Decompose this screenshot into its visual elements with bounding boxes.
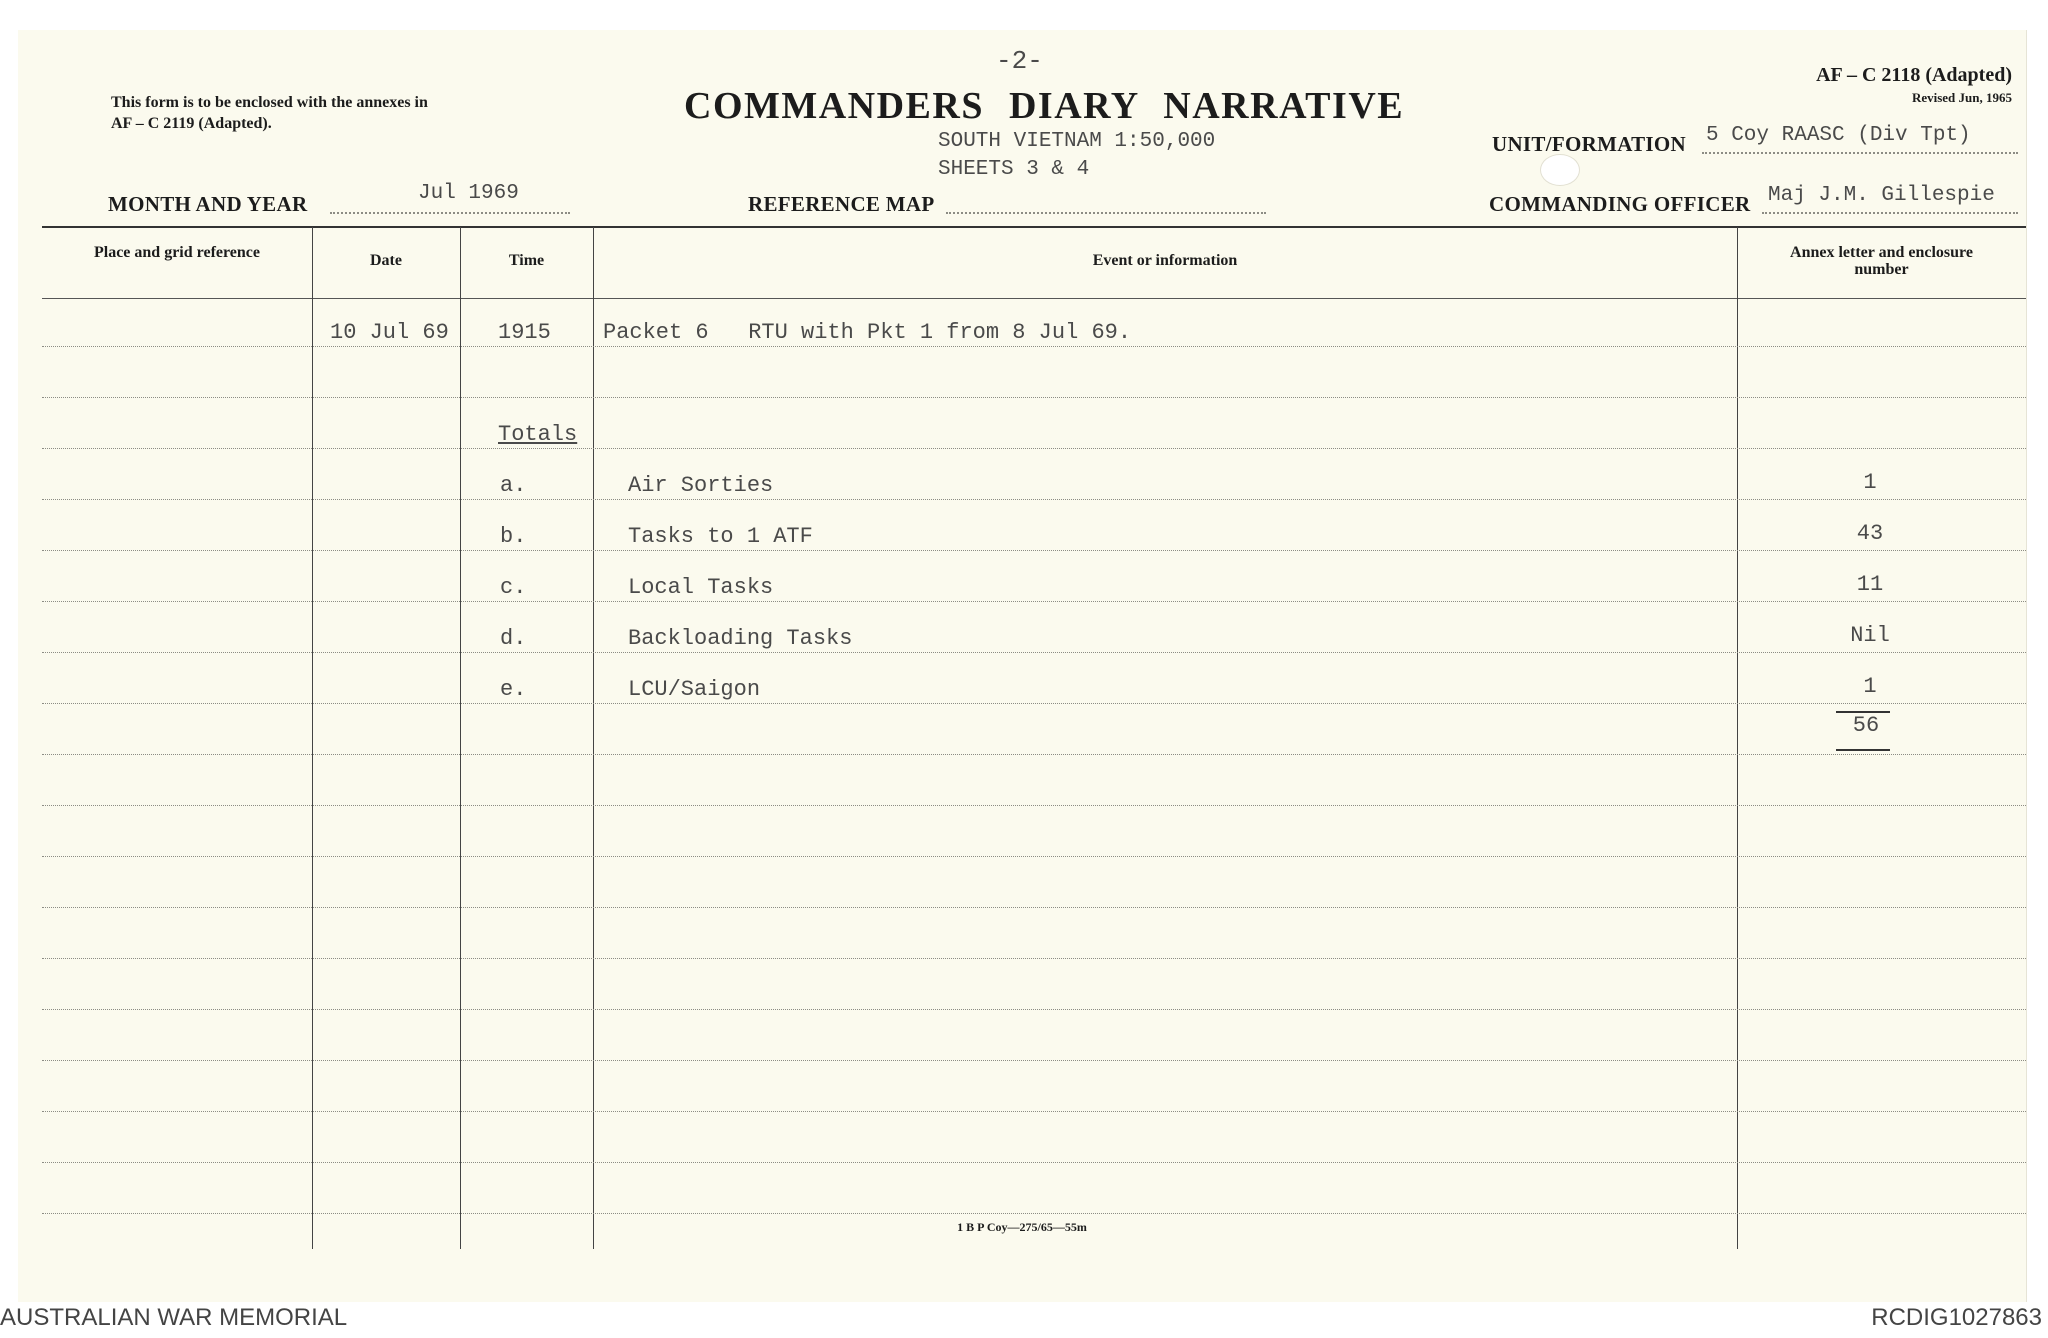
item-value-tasks-1-atf: 43 [1856,521,1884,546]
column-divider-annex [1737,227,1738,1249]
column-header-date: Date [370,252,402,269]
ruled-line [42,652,2026,653]
archive-name: AUSTRALIAN WAR MEMORIAL [0,1304,348,1331]
diary-form-sheet [18,30,2027,1302]
page-number: -2- [996,46,1043,76]
ruled-line [42,703,2026,704]
table-top-border [42,226,2026,228]
ruled-line [42,754,2026,755]
ruled-line [42,1162,2026,1163]
item-label-backloading-tasks: Backloading Tasks [628,626,853,651]
item-value-local-tasks: 11 [1856,572,1884,597]
unit-formation-fill [1702,152,2018,154]
unit-formation-label: UNIT/FORMATION [1492,132,1686,156]
item-value-backloading-tasks: Nil [1850,623,1890,648]
ruled-line [42,1009,2026,1010]
ruled-line [42,907,2026,908]
item-letter-e: e. [500,677,527,702]
column-divider-time [460,227,461,1249]
commanding-officer-value: Maj J.M. Gillespie [1768,184,1995,207]
sum-rule-bottom [1836,749,1890,751]
ruled-line [42,550,2026,551]
reference-map-line1: SOUTH VIETNAM 1:50,000 [938,130,1216,153]
entry-date: 10 Jul 69 [330,320,449,345]
item-label-lcu-saigon: LCU/Saigon [628,677,761,702]
item-label-air-sorties: Air Sorties [628,473,774,498]
ruled-line [42,448,2026,449]
form-title: COMMANDERS DIARY NARRATIVE [684,85,1405,127]
printer-imprint: 1 B P Coy—275/65—55m [957,1220,1087,1234]
month-year-value: Jul 1969 [418,182,519,205]
column-header-place: Place and grid reference [93,244,261,261]
ruled-line [42,601,2026,602]
month-year-fill [330,212,570,214]
form-number: AF – C 2118 (Adapted) [1816,64,2012,86]
ruled-line [42,1111,2026,1112]
ruled-line [42,856,2026,857]
record-identifier: RCDIG1027863 [1871,1304,2042,1331]
ruled-line [42,805,2026,806]
item-value-air-sorties: 1 [1863,470,1877,495]
commanding-officer-fill [1762,212,2018,214]
item-label-tasks-1-atf: Tasks to 1 ATF [628,524,813,549]
column-divider-date [312,227,313,1249]
commanding-officer-label: COMMANDING OFFICER [1489,192,1751,216]
entry-time: 1915 [498,320,551,345]
reference-map-fill [946,212,1266,214]
entry-event: Packet 6 RTU with Pkt 1 from 8 Jul 69. [603,320,1132,345]
item-letter-c: c. [500,575,527,600]
unit-formation-value: 5 Coy RAASC (Div Tpt) [1706,124,1971,147]
revision-date: Revised Jun, 1965 [1911,90,2012,105]
item-value-lcu-saigon: 1 [1863,674,1877,699]
column-divider-event [593,227,594,1249]
ruled-line [42,1213,2026,1214]
month-year-label: MONTH AND YEAR [108,192,308,216]
ruled-line [42,1060,2026,1061]
enclosure-notice: This form is to be enclosed with the annexes in AF – C 2119 (Adapted). [111,94,428,132]
ruled-line [42,958,2026,959]
column-header-time: Time [508,252,545,269]
reference-map-line2: SHEETS 3 & 4 [938,158,1090,181]
item-letter-d: d. [500,626,527,651]
totals-heading: Totals [498,422,578,447]
column-header-event: Event or information [1092,252,1238,269]
table-header-border [42,298,2026,299]
punch-hole [1540,154,1580,186]
ruled-line [42,499,2026,500]
ruled-line [42,346,2026,347]
totals-sum: 56 [1852,713,1880,738]
ruled-line [42,397,2026,398]
item-letter-b: b. [500,524,527,549]
item-letter-a: a. [500,473,527,498]
column-header-annex: Annex letter and enclosure number [1790,244,1973,278]
item-label-local-tasks: Local Tasks [628,575,774,600]
reference-map-label: REFERENCE MAP [748,192,935,216]
